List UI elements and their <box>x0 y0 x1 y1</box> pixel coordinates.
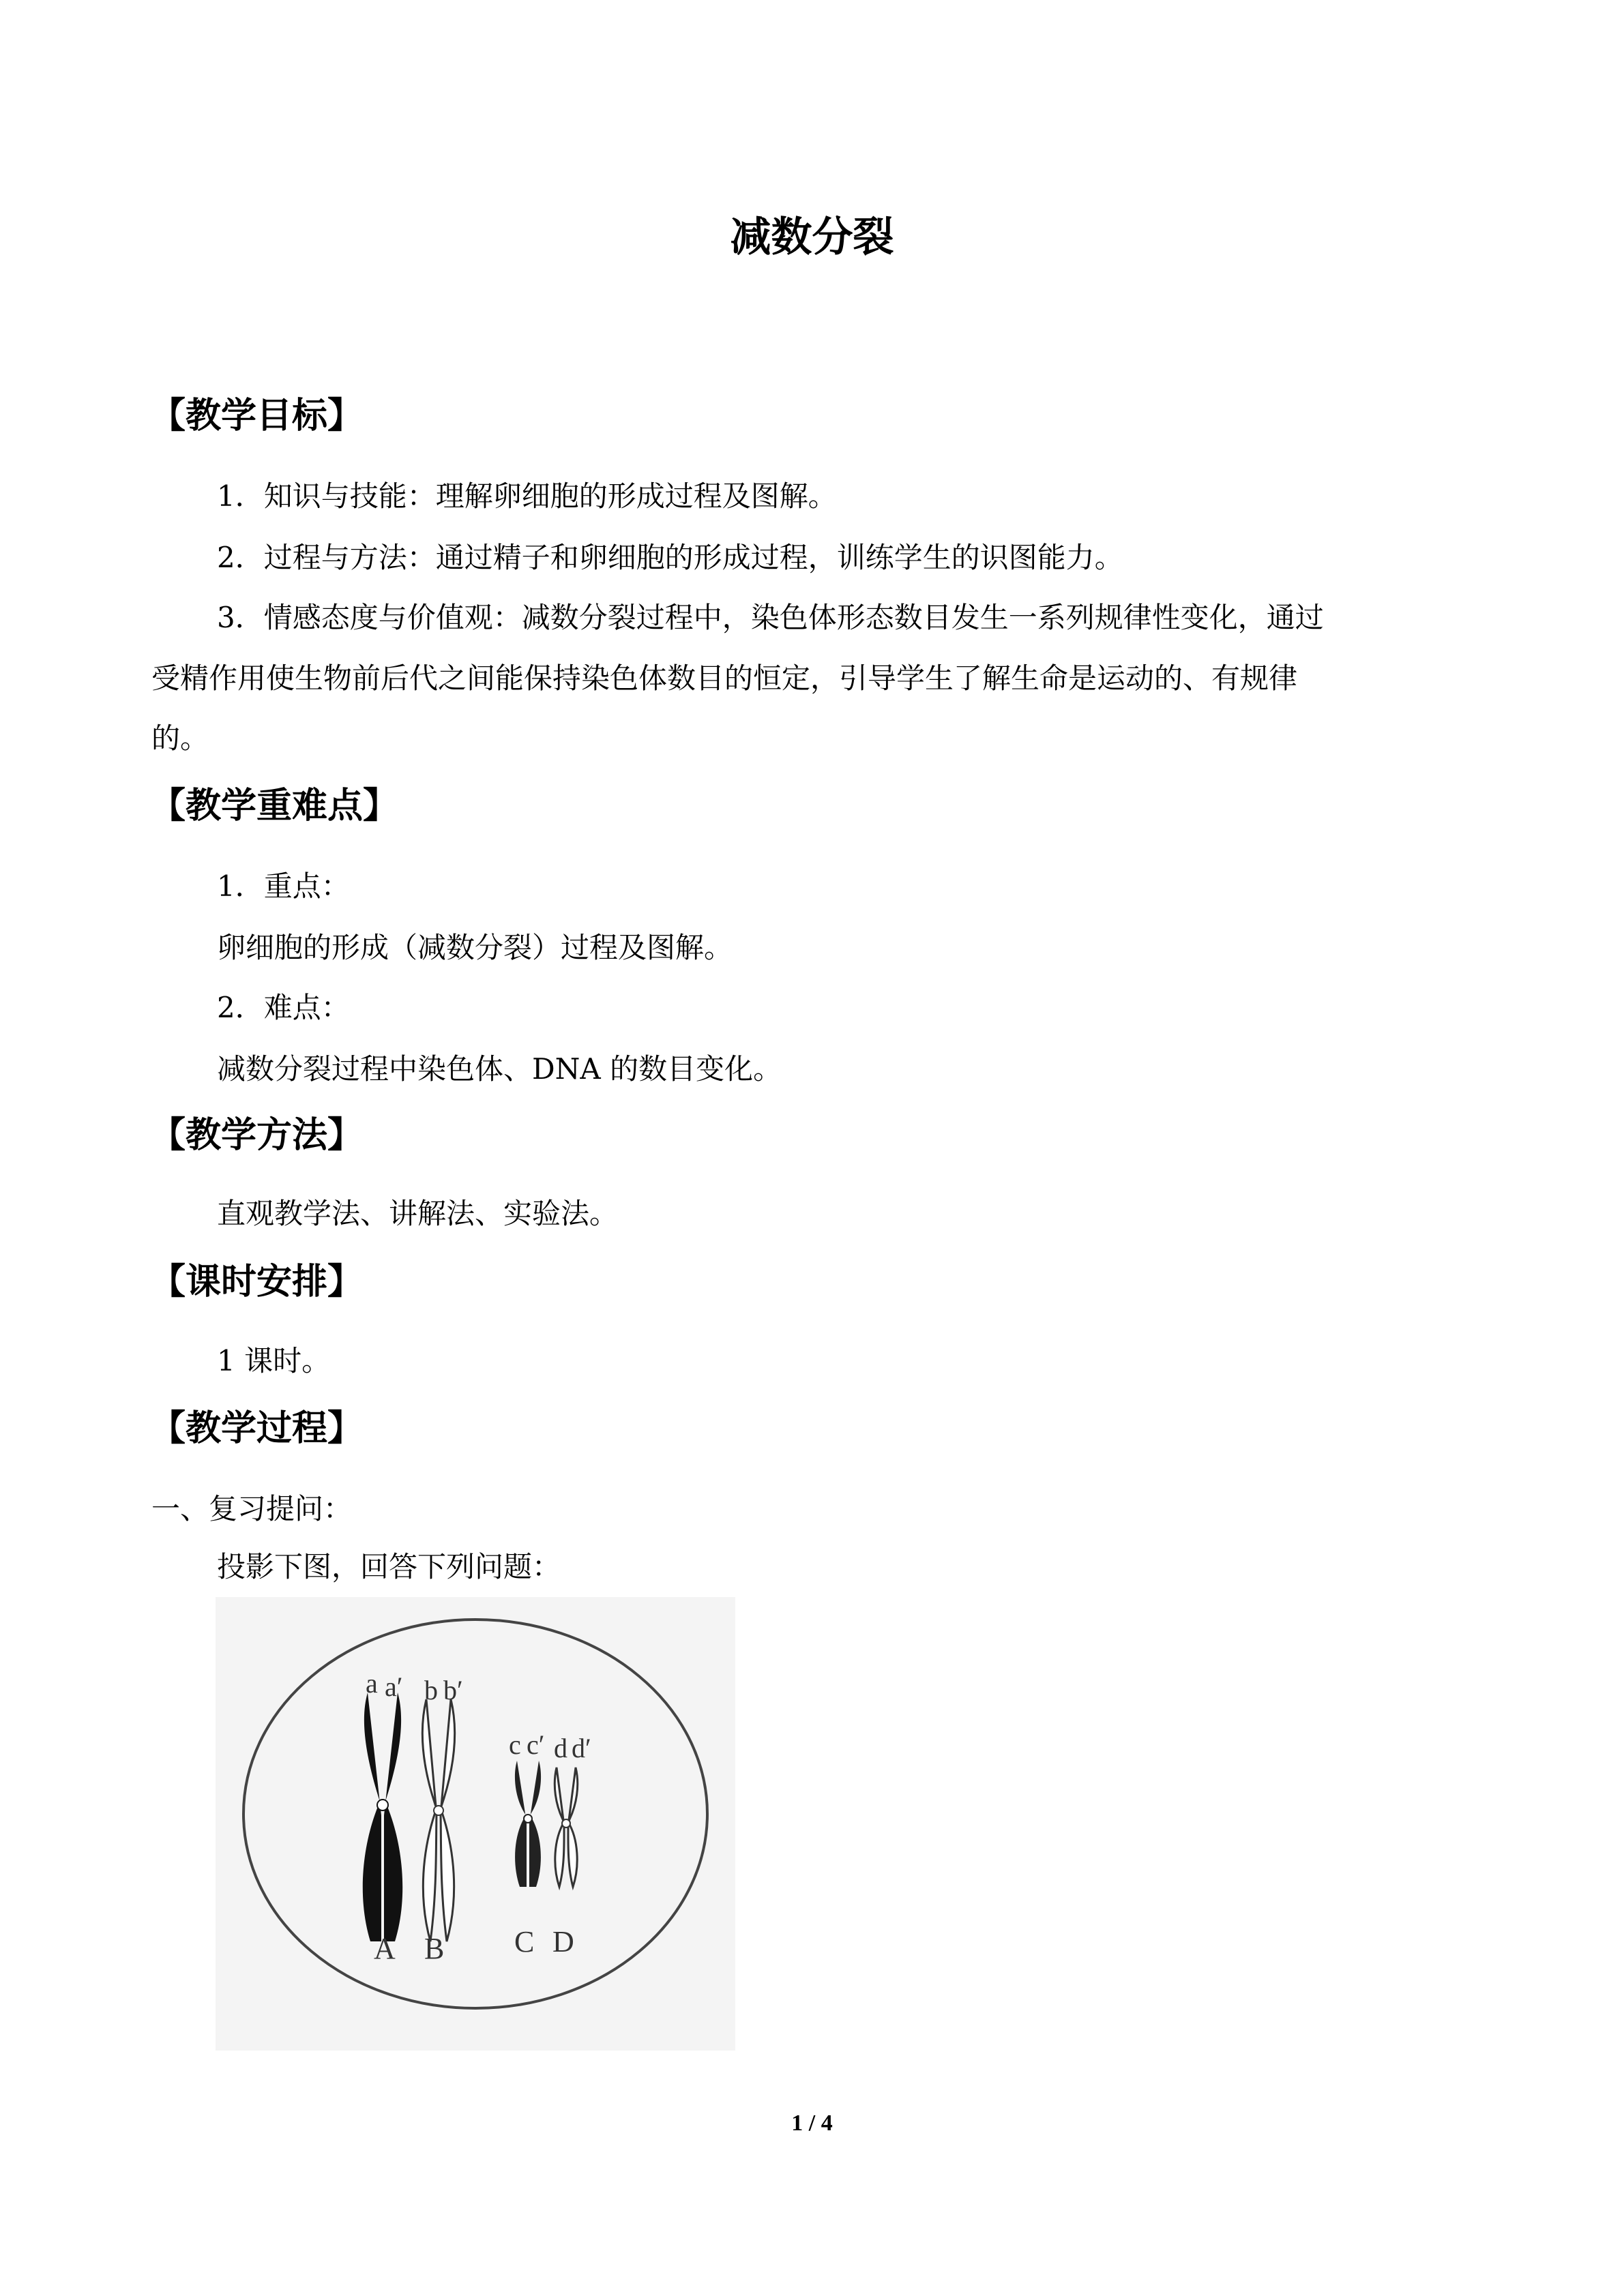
process-item: 一、复习提问： <box>151 1492 353 1525</box>
cell-membrane <box>243 1620 707 2008</box>
label-C: C <box>514 1925 535 1958</box>
page-title: 减数分裂 <box>730 213 894 261</box>
chromosome-b <box>422 1699 454 1941</box>
key-point-item: 2．难点： <box>217 991 350 1024</box>
heading-process: 【教学过程】 <box>150 1408 364 1449</box>
chromosome-c <box>515 1761 541 1887</box>
chromosome-d <box>555 1768 577 1887</box>
process-item: 投影下图，回答下列问题： <box>217 1550 561 1583</box>
heading-schedule: 【课时安排】 <box>150 1262 364 1302</box>
heading-methods: 【教学方法】 <box>150 1115 364 1156</box>
heading-goals: 【教学目标】 <box>150 396 364 436</box>
key-point-item: 1．重点： <box>217 869 350 903</box>
schedule-item: 1 课时。 <box>217 1344 331 1377</box>
goal-item: 2．过程与方法：通过精子和卵细胞的形成过程，训练学生的识图能力。 <box>217 541 1123 574</box>
label-d-prime: d′ <box>572 1733 591 1763</box>
label-a-prime: a′ <box>385 1671 403 1702</box>
label-b: b <box>424 1675 438 1705</box>
chromosome-a <box>363 1693 402 1941</box>
key-point-item: 卵细胞的形成（减数分裂）过程及图解。 <box>217 931 733 964</box>
label-D: D <box>552 1925 574 1958</box>
label-c-prime: c′ <box>527 1729 545 1760</box>
goal-item: 受精作用使生物前后代之间能保持染色体数目的恒定，引导学生了解生命是运动的、有规律 <box>151 661 1298 695</box>
label-A: A <box>374 1932 396 1965</box>
cell-chromosome-figure <box>216 1597 735 2051</box>
method-item: 直观教学法、讲解法、实验法。 <box>217 1197 619 1230</box>
label-b-prime: b′ <box>443 1675 463 1705</box>
cell-diagram <box>216 1597 735 2051</box>
label-B: B <box>424 1932 445 1965</box>
goal-item: 1．知识与技能：理解卵细胞的形成过程及图解。 <box>217 479 837 513</box>
page-number: 1 / 4 <box>791 2111 833 2136</box>
label-d: d <box>554 1733 567 1763</box>
goal-item: 3．情感态度与价值观：减数分裂过程中，染色体形态数目发生一系列规律性变化，通过 <box>217 601 1324 634</box>
heading-key-points: 【教学重难点】 <box>150 786 399 826</box>
label-c: c <box>509 1729 521 1760</box>
goal-item: 的。 <box>151 721 209 755</box>
label-a: a <box>366 1668 378 1699</box>
key-point-item: 减数分裂过程中染色体、DNA 的数目变化。 <box>217 1052 782 1086</box>
